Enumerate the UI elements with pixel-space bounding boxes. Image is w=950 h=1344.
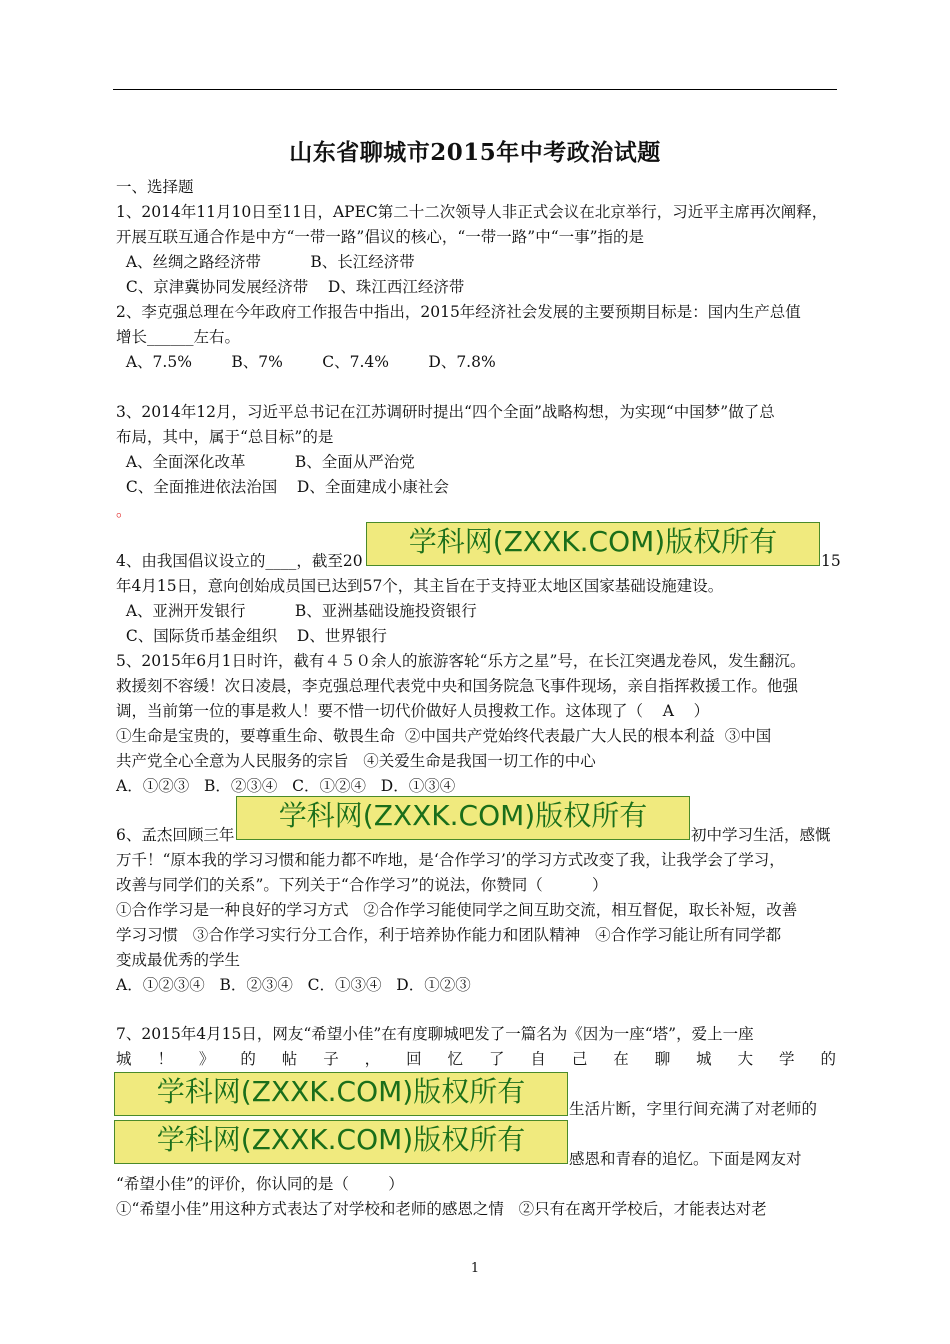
q7-line-5: “希望小佳”的评价，你认同的是（ ） [116,1175,404,1193]
q4-line-1-right: 15 [821,552,841,570]
header-rule [113,89,837,90]
q2-line-1: 2、李克强总理在今年政府工作报告中指出，2015年经济社会发展的主要预期目标是：国内生产总值 [116,303,801,321]
q6-line-1-right: 初中学习生活，感慨 [691,826,831,844]
q6-options: A．①②③④ B．②③④ C．①③④ D．①②③ [116,976,471,994]
q1-options-ab: A、丝绸之路经济带 B、长江经济带 [116,253,415,271]
watermark-banner-1: 学科网(ZXXK.COM)版权所有 [366,522,820,566]
q7-line-3: 生活片断，字里行间充满了对老师的 [569,1100,818,1118]
watermark-banner-2: 学科网(ZXXK.COM)版权所有 [236,796,690,840]
q1-line-2: 开展互联互通合作是中方“一带一路”倡议的核心，“一带一路”中“一事”指的是 [116,228,645,246]
q6-line-2: 万千！“原本我的学习习惯和能力都不咋地，是‘合作学习’的学习方式改变了我，让我学会了学习， [116,851,785,869]
q4-options-cd: C、国际货币基金组织 D、世界银行 [116,627,387,645]
q3-line-1: 3、2014年12月，习近平总书记在江苏调研时提出“四个全面”战略构想，为实现“中国梦”做了总 [116,403,775,421]
q5-line-4: ①生命是宝贵的，要尊重生命、敬畏生命 ②中国共产党始终代表最广大人民的根本利益 ③中国 [116,727,772,745]
q1-options-cd: C、京津冀协同发展经济带 D、珠江西江经济带 [116,278,465,296]
q7-line-4: 感恩和青春的追忆。下面是网友对 [569,1150,802,1168]
q4-options-ab: A、亚洲开发银行 B、亚洲基础设施投资银行 [116,602,477,620]
q5-line-1: 5、2015年6月1日时许，截有４５０余人的旅游客轮“乐方之星”号，在长江突遇龙卷风，发生翻沉。 [116,652,806,670]
q5-line-3: 调，当前第一位的事是救人！要不惜一切代价做好人员搜救工作。这体现了（ A ） [116,702,710,720]
q4-line-1-left: 4、由我国倡议设立的____，截至20 [116,552,363,570]
q2-options: A、7.5% B、7% C、7.4% D、7.8% [116,353,496,371]
watermark-banner-3: 学科网(ZXXK.COM)版权所有 [114,1072,568,1116]
q5-line-2: 救援刻不容缓！次日凌晨，李克强总理代表党中央和国务院急飞事件现场，亲自指挥救援工作。他强 [116,677,799,695]
q6-line-1-left: 6、孟杰回顾三年 [116,826,235,844]
page-number: 1 [470,1261,480,1276]
q3-options-ab: A、全面深化改革 B、全面从严治党 [116,453,415,471]
page-title: 山东省聊城市2015年中考政治试题 [289,139,661,166]
q6-line-5: 学习习惯 ③合作学习实行分工合作，利于培养协作能力和团队精神 ④合作学习能让所有同学都 [116,926,782,944]
q1-line-1: 1、2014年11月10日至11日，APEC第二十二次领导人非正式会议在北京举行，习近平主席再次阐释， [116,203,828,221]
q4-line-2: 年4月15日，意向创始成员国已达到57个，其主旨在于支持亚太地区国家基础设施建设。 [116,577,724,595]
q6-line-3: 改善与同学们的关系”。下列关于“合作学习”的说法，你赞同（ ） [116,876,608,894]
q7-line-1: 7、2015年4月15日，网友“希望小佳”在有度聊城吧发了一篇名为《因为一座“塔”，爱上一座 [116,1025,754,1043]
q6-line-6: 变成最优秀的学生 [116,951,241,969]
section-heading: 一、选择题 [116,178,194,196]
q3-line-2: 布局，其中，属于“总目标”的是 [116,428,334,446]
stray-mark: 。 [116,502,132,520]
q3-options-cd: C、全面推进依法治国 D、全面建成小康社会 [116,478,449,496]
q5-line-5: 共产党全心全意为人民服务的宗旨 ④关爱生命是我国一切工作的中心 [116,752,596,770]
q7-line-2: 城！》的帖子，回忆了自己在聊城大学的 [116,1050,836,1068]
q5-options: A．①②③ B．②③④ C．①②④ D．①③④ [116,777,456,795]
q7-line-6: ①“希望小佳”用这种方式表达了对学校和老师的感恩之情 ②只有在离开学校后，才能表达对老 [116,1200,767,1218]
q6-line-4: ①合作学习是一种良好的学习方式 ②合作学习能使同学之间互助交流，相互督促，取长补短，改善 [116,901,798,919]
q2-line-2: 增长______左右。 [116,328,241,346]
watermark-banner-4: 学科网(ZXXK.COM)版权所有 [114,1120,568,1164]
